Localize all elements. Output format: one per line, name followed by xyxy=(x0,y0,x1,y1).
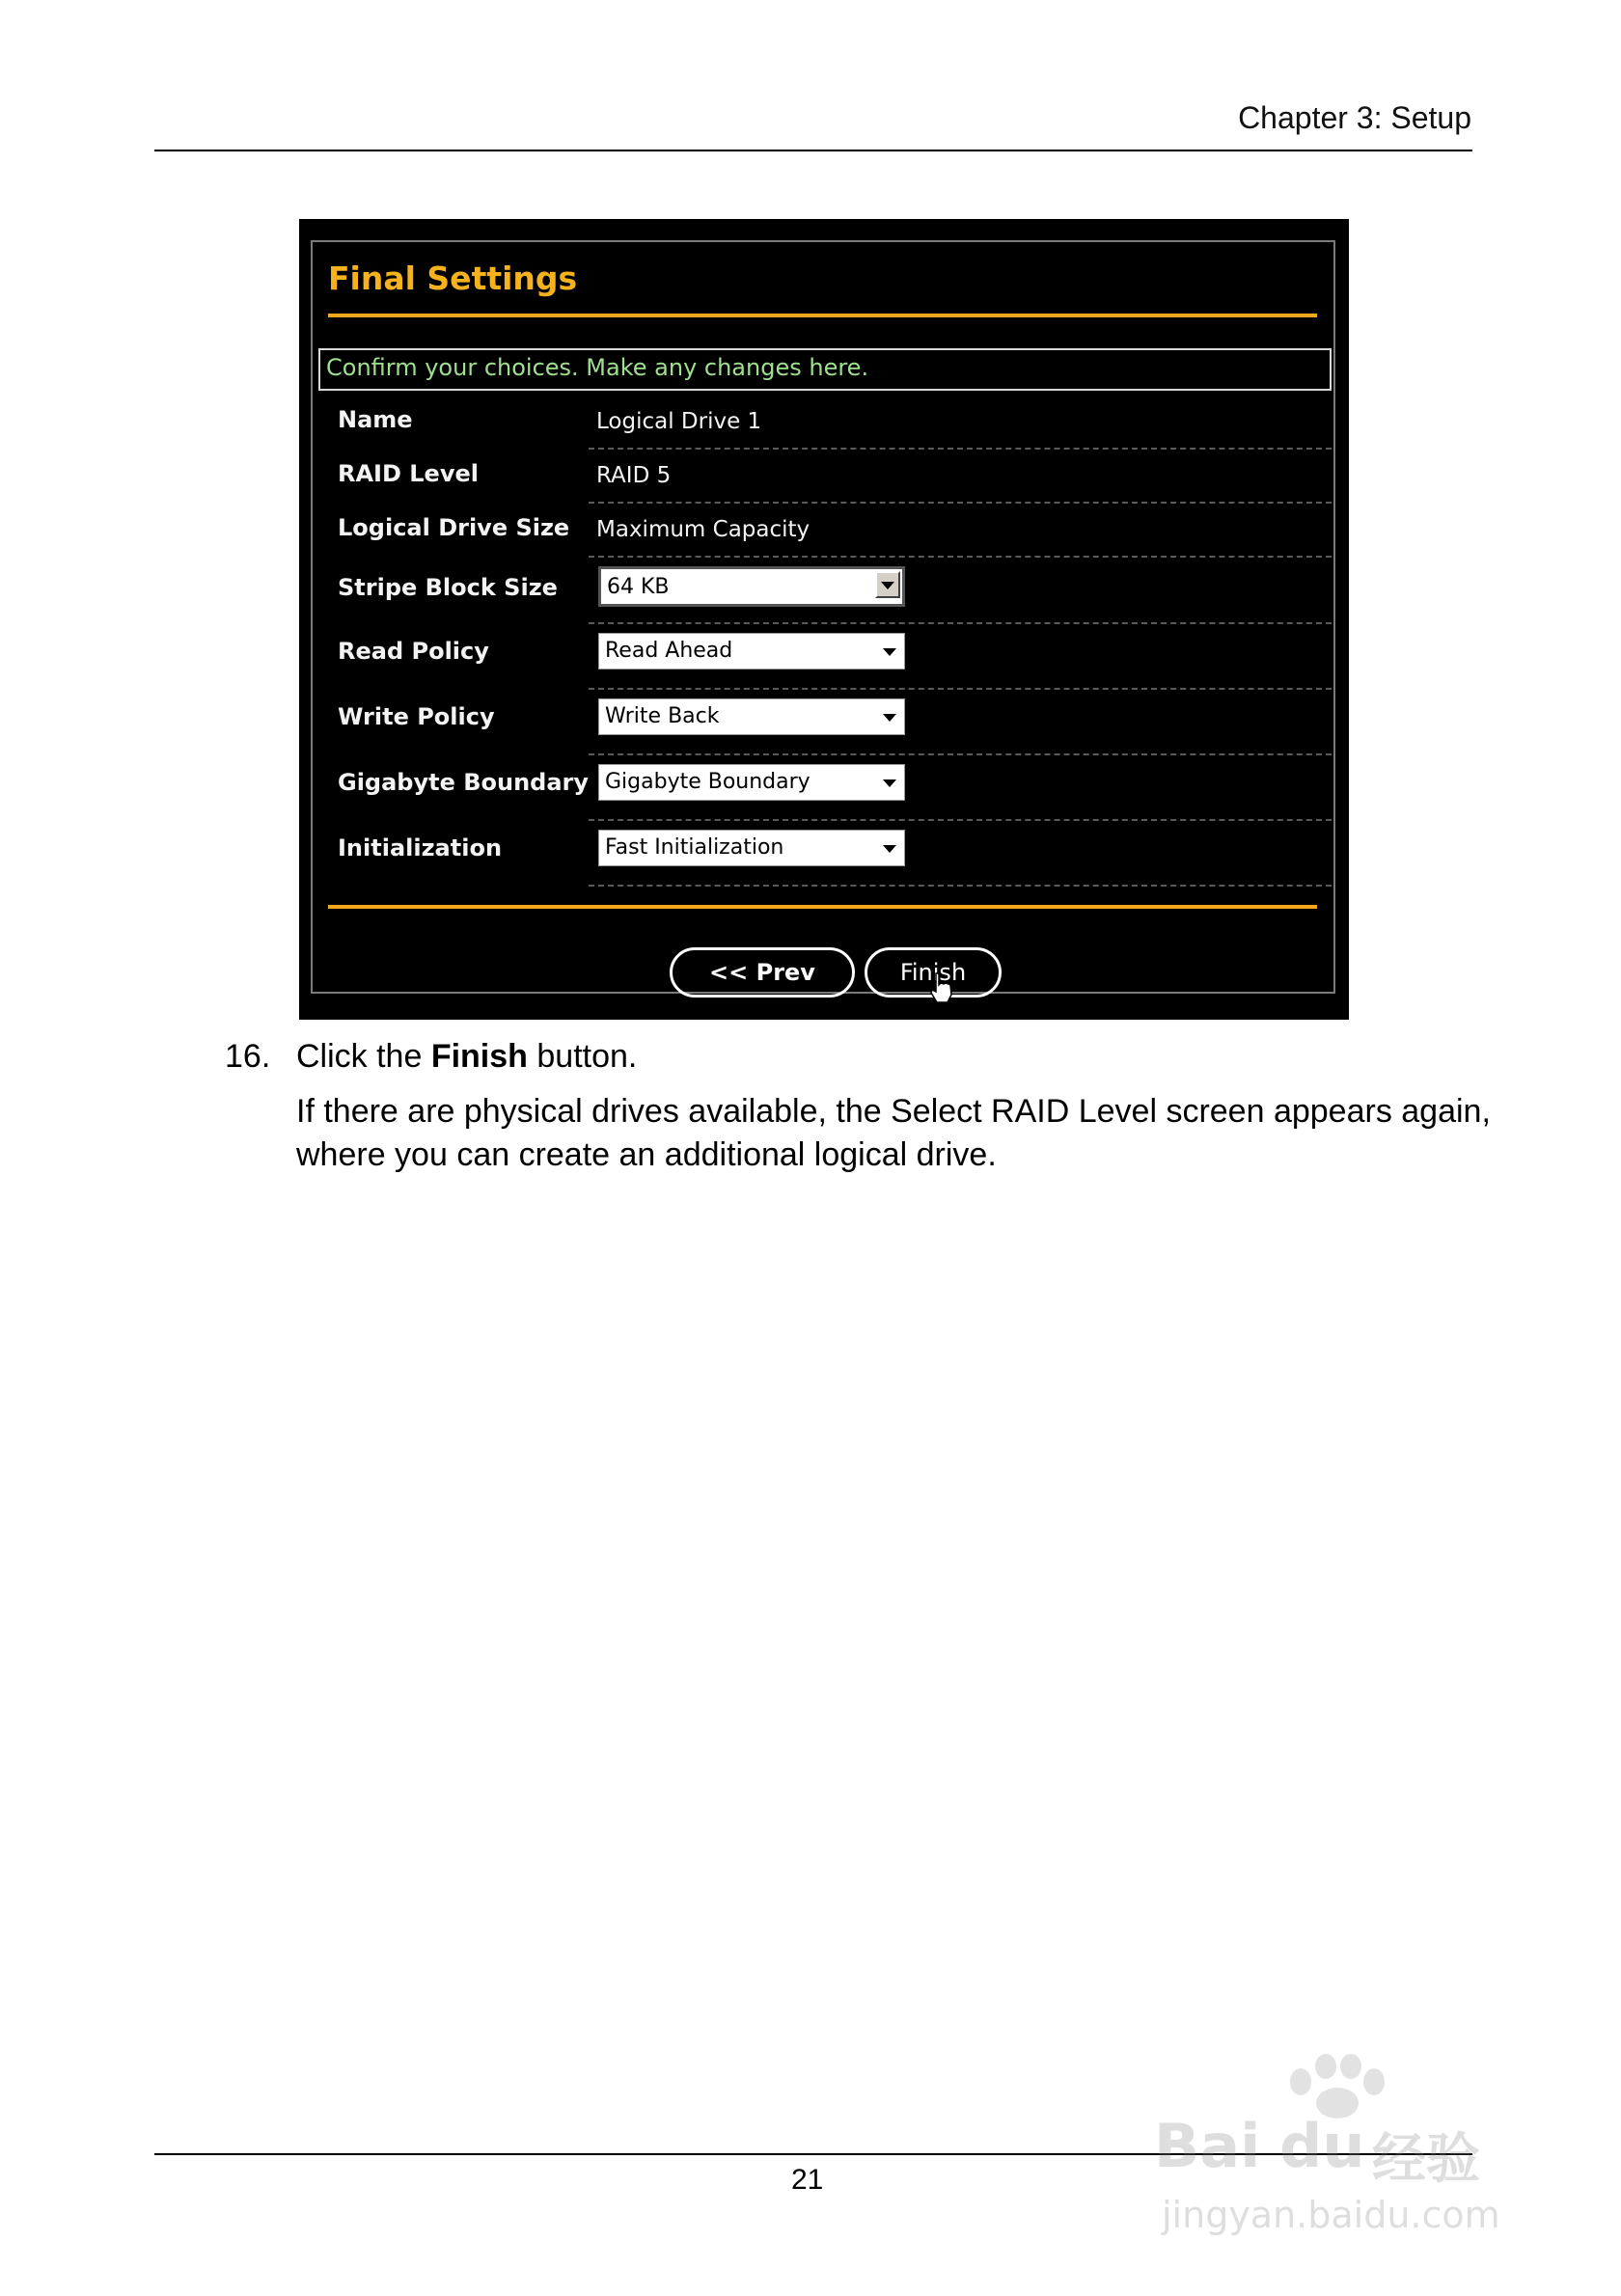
finish-button[interactable]: Finish xyxy=(865,947,1002,998)
row-value: RAID 5 xyxy=(596,463,672,488)
select-value: Write Back xyxy=(605,704,720,728)
dropdown-button[interactable] xyxy=(875,571,900,598)
watermark-cn: 经验 xyxy=(1372,2128,1480,2191)
header-rule xyxy=(154,150,1472,151)
panel-title: Final Settings xyxy=(328,260,578,297)
row-divider xyxy=(589,753,1332,755)
hand-cursor-icon xyxy=(928,971,955,1004)
prev-button[interactable]: << Prev xyxy=(670,947,855,998)
chevron-down-icon xyxy=(883,779,896,787)
chevron-down-icon xyxy=(883,648,896,656)
row-divider xyxy=(589,622,1332,624)
final-settings-panel xyxy=(311,240,1335,994)
watermark-url: jingyan.baidu.com xyxy=(1162,2194,1500,2236)
row-divider xyxy=(589,502,1332,504)
select-value: Read Ahead xyxy=(605,639,733,663)
watermark-brand-2: du xyxy=(1279,2111,1365,2181)
bottom-rule xyxy=(328,905,1317,909)
step-text-after: button. xyxy=(527,1038,638,1075)
select-value: Gigabyte Boundary xyxy=(605,770,810,794)
row-label: Write Policy xyxy=(338,703,495,730)
row-label: Logical Drive Size xyxy=(338,514,570,541)
row-label: Name xyxy=(338,406,413,433)
select-value: Fast Initialization xyxy=(605,835,784,860)
select-value: 64 KB xyxy=(607,575,670,599)
chevron-down-icon xyxy=(881,582,894,589)
confirm-banner: Confirm your choices. Make any changes here. xyxy=(318,348,1332,391)
watermark-brand: Bai xyxy=(1154,2111,1261,2181)
step-instruction xyxy=(296,1038,637,1076)
write-policy-select[interactable] xyxy=(598,698,905,735)
row-label: Stripe Block Size xyxy=(338,574,558,601)
row-value: Logical Drive 1 xyxy=(596,409,762,434)
row-divider xyxy=(589,885,1332,887)
step-text-bold: Finish xyxy=(430,1038,528,1075)
row-label: Initialization xyxy=(338,834,503,861)
initialization-select[interactable] xyxy=(598,830,905,866)
stripe-block-size-select[interactable] xyxy=(598,566,905,607)
row-label: Read Policy xyxy=(338,638,489,665)
chevron-down-icon xyxy=(883,845,896,853)
step-text-before: Click the xyxy=(296,1038,431,1075)
row-label: Gigabyte Boundary xyxy=(338,769,590,796)
baidu-watermark xyxy=(1154,2053,1532,2246)
row-divider xyxy=(589,556,1332,558)
page-number: 21 xyxy=(791,2164,824,2196)
step-number: 16. xyxy=(225,1038,271,1075)
read-policy-select[interactable] xyxy=(598,633,905,670)
chapter-header: Chapter 3: Setup xyxy=(1238,100,1471,135)
row-divider xyxy=(589,688,1332,690)
step-description: If there are physical drives available, the Select RAID Level screen appears again, where you can create an additional logical drive. xyxy=(296,1093,1491,1173)
row-divider xyxy=(589,819,1332,821)
title-rule xyxy=(328,314,1317,317)
row-divider xyxy=(589,448,1332,450)
row-value: Maximum Capacity xyxy=(596,517,810,542)
row-label: RAID Level xyxy=(338,460,479,487)
chevron-down-icon xyxy=(883,714,896,722)
final-settings-screenshot xyxy=(299,219,1349,1020)
gigabyte-boundary-select[interactable] xyxy=(598,764,905,801)
